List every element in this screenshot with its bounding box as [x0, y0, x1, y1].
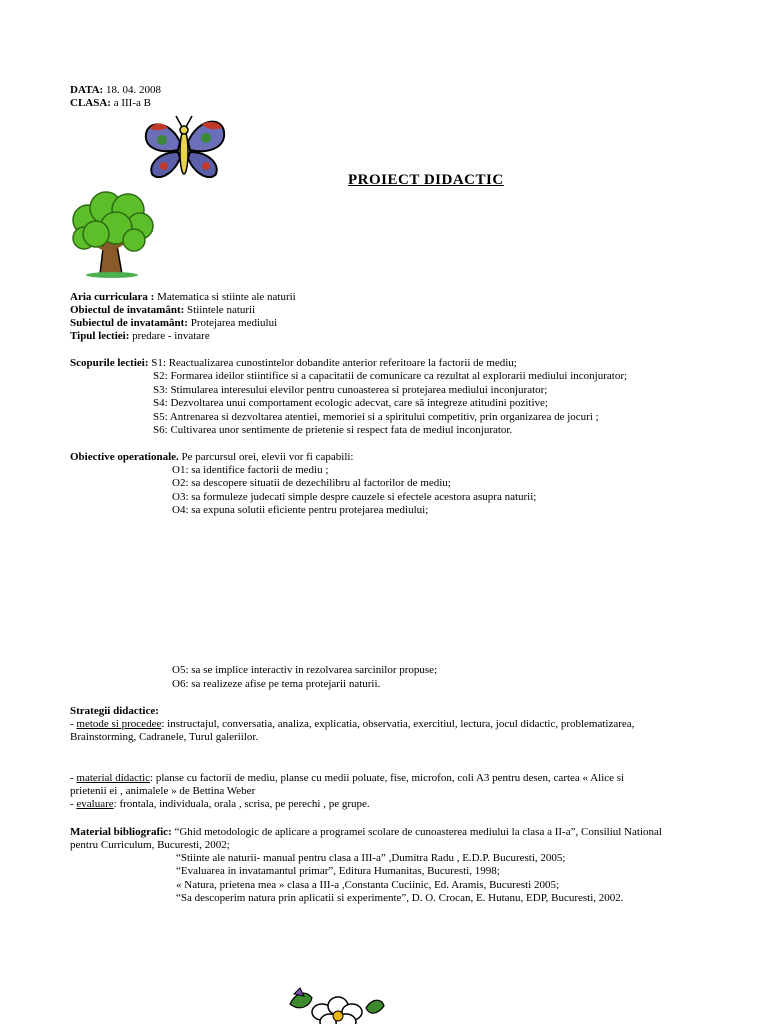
- obiectiv-3: [172, 491, 536, 504]
- scop-code: S6:: [153, 424, 168, 436]
- obiective-intro: Pe parcursul orei, elevii vor fi capabili:: [181, 451, 354, 463]
- biblio-item-text: “Evaluarea in invatamantul primar”, Editura Humanitas, Bucuresti, 1998;: [176, 865, 500, 877]
- scop-code: S1:: [151, 357, 166, 369]
- dash: -: [70, 772, 77, 784]
- biblio-line-1: [70, 826, 662, 839]
- metode-line: [70, 718, 634, 731]
- tree-icon: [66, 190, 158, 278]
- date-line: [70, 84, 161, 97]
- obiectiv-text: sa formuleze judecati simple despre cauzele si efectele acestora asupra naturii;: [191, 491, 537, 503]
- biblio-item-text: “Sa descoperim natura prin aplicatii si experimente”, D. O. Crocan, E. Hutanu, EDP, Bucuresti, 2002.: [176, 892, 624, 904]
- obiectiv-code: O6:: [172, 678, 189, 690]
- obiectiv-text: sa realizeze afise pe tema protejarii naturii.: [191, 678, 381, 690]
- info-value: Protejarea mediului: [190, 317, 278, 329]
- page-title: PROIECT DIDACTIC: [348, 172, 504, 188]
- metode-text: : instructajul, conversatia, analiza, explicatia, observatia, exercitiul, lectura, jocul didactic, problematizarea,: [161, 718, 635, 730]
- biblio-first-2: pentru Curriculum, Bucuresti, 2002;: [70, 839, 230, 851]
- scop-line-2: [153, 370, 627, 383]
- material-line: [70, 772, 624, 785]
- material-text: : planse cu factorii de mediu, planse cu medii poluate, fise, microfon, coli A3 pentru desen, cartea « Alice si: [150, 772, 625, 784]
- obiectiv-code: O1:: [172, 464, 189, 476]
- info-tip: [70, 330, 210, 343]
- biblio-first: “Ghid metodologic de aplicare a programei scolare de cunoasterea mediului la clasa a II-a”, Consiliul National: [174, 826, 662, 838]
- date-label: DATA:: [70, 84, 104, 96]
- dash: -: [70, 798, 77, 810]
- scop-text: Dezvoltarea unui comportament ecologic adecvat, care să integreze atitudini pozitive;: [170, 397, 548, 409]
- obiectiv-5: [172, 664, 437, 677]
- obiectiv-4: [172, 504, 428, 517]
- info-label: Obiectul de invatamânt:: [70, 304, 185, 316]
- scop-code: S4:: [153, 397, 168, 409]
- dash: -: [70, 718, 77, 730]
- obiectiv-code: O2:: [172, 477, 189, 489]
- obiective-label: Obiective operationale.: [70, 451, 179, 463]
- scop-line-1: [70, 357, 517, 370]
- scop-text: Stimularea interesului elevilor pentru cunoasterea si protejarea mediului inconjurator;: [170, 384, 548, 396]
- scop-line-5: [153, 411, 599, 424]
- scop-text: Formarea ideilor stiintifice si a capacitatii de comunicare ca rezultat al explorarii mediului inconjurator;: [170, 370, 628, 382]
- obiectiv-text: sa identifice factorii de mediu ;: [191, 464, 329, 476]
- scop-line-6: [153, 424, 512, 437]
- class-line: [70, 97, 151, 110]
- scopuri-label: Scopurile lectiei:: [70, 357, 149, 369]
- scop-line-3: [153, 384, 547, 397]
- biblio-label: Material bibliografic:: [70, 826, 172, 838]
- evaluare-label: evaluare: [76, 798, 114, 810]
- biblio-line-2: [70, 839, 230, 852]
- obiectiv-code: O5:: [172, 664, 189, 676]
- material-text-2: prietenii ei , animalele » de Bettina Weber: [70, 785, 256, 797]
- biblio-item: [176, 892, 624, 905]
- info-obiect: [70, 304, 255, 317]
- biblio-item: [176, 865, 500, 878]
- scop-text: Cultivarea unor sentimente de prietenie si respect fata de mediul inconjurator.: [170, 424, 513, 436]
- class-value: a III-a B: [113, 97, 151, 109]
- biblio-item: [176, 879, 559, 892]
- info-value: Stiintele naturii: [187, 304, 256, 316]
- flower-icon: [286, 984, 386, 1024]
- metode-line-2: [70, 731, 258, 744]
- obiectiv-text: sa se implice interactiv in rezolvarea sarcinilor propuse;: [191, 664, 438, 676]
- info-subiect: [70, 317, 277, 330]
- strategii-label-line: [70, 705, 159, 718]
- strategii-label: Strategii didactice:: [70, 705, 159, 717]
- obiectiv-6: [172, 678, 380, 691]
- obiectiv-1: [172, 464, 328, 477]
- obiectiv-text: sa descopere situatii de dezechilibru al factorilor de mediu;: [191, 477, 451, 489]
- biblio-item: [176, 852, 565, 865]
- obiectiv-code: O3:: [172, 491, 189, 503]
- info-value: predare - invatare: [132, 330, 210, 342]
- biblio-item-text: “Stiinte ale naturii- manual pentru clasa a III-a” ,Dumitra Radu , E.D.P. Bucuresti, 2005;: [176, 852, 566, 864]
- info-label: Subiectul de invatamânt:: [70, 317, 188, 329]
- obiectiv-2: [172, 477, 451, 490]
- scop-code: S2:: [153, 370, 168, 382]
- info-value: Matematica si stiinte ale naturii: [157, 291, 296, 303]
- metode-label: metode si procedee: [76, 718, 162, 730]
- scop-text: Reactualizarea cunostintelor dobandite anterior referitoare la factorii de mediu;: [168, 357, 517, 369]
- evaluare-text: : frontala, individuala, orala , scrisa, pe perechi , pe grupe.: [113, 798, 370, 810]
- material-line-2: [70, 785, 255, 798]
- info-aria: [70, 291, 296, 304]
- obiectiv-text: sa expuna solutii eficiente pentru protejarea mediului;: [191, 504, 429, 516]
- biblio-item-text: « Natura, prietena mea » clasa a III-a ,Constanta Cuciinic, Ed. Aramis, Bucuresti 2005;: [176, 879, 560, 891]
- obiectiv-code: O4:: [172, 504, 189, 516]
- evaluare-line: [70, 798, 370, 811]
- butterfly-icon: [140, 112, 228, 184]
- info-label: Aria curriculara :: [70, 291, 155, 303]
- scop-text: Antrenarea si dezvoltarea atentiei, memoriei si a spiritului competitiv, prin organizarea de jocuri ;: [169, 411, 599, 423]
- scop-line-4: [153, 397, 548, 410]
- obiective-line: [70, 451, 353, 464]
- scop-code: S3:: [153, 384, 168, 396]
- scop-code: S5:: [153, 411, 168, 423]
- date-value: 18. 04. 2008: [105, 84, 161, 96]
- material-label: material didactic: [76, 772, 151, 784]
- info-label: Tipul lectiei:: [70, 330, 130, 342]
- class-label: CLASA:: [70, 97, 111, 109]
- metode-text-2: Brainstorming, Cadranele, Turul galeriilor.: [70, 731, 259, 743]
